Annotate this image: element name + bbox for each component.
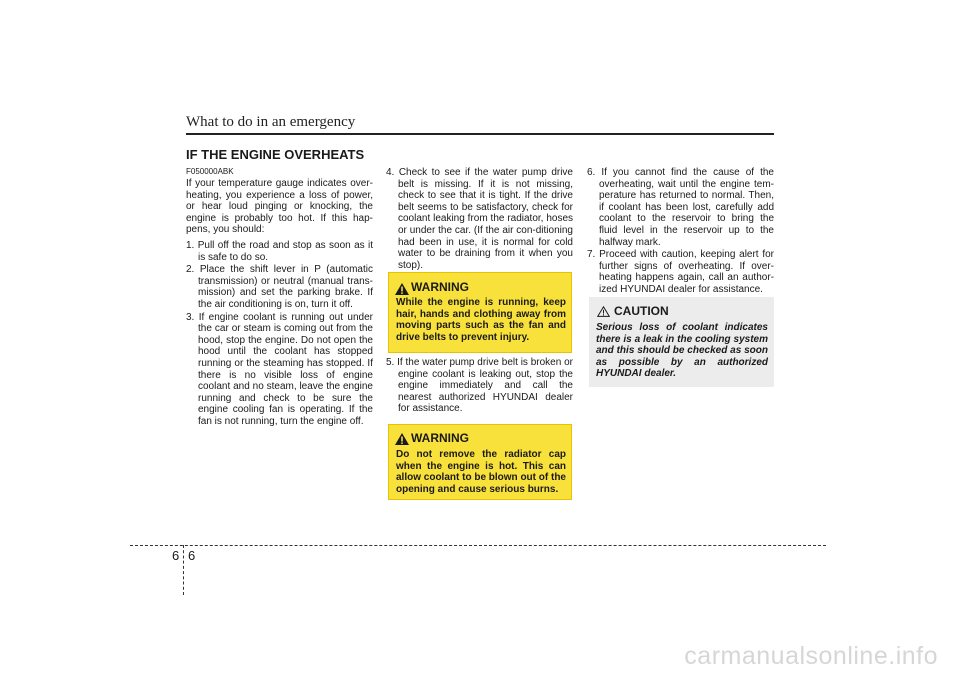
caution-triangle-icon — [597, 306, 610, 317]
step-4: 4. Check to see if the water pump drive belt is missing. If it is not missing, check to see that it is tight. If the drive belt seems to be satisfactory, check for coolant leaking from the radiator, hoses or under the car. (If the air con-ditioning had been in use, it is normal for cold water to be draining from it when you stop). — [386, 167, 573, 271]
warning-triangle-icon — [395, 433, 409, 445]
warning-text: Do not remove the radiator cap when the engine is hot. This can allow coolant to be blown out of the opening and cause serious burns. — [396, 449, 566, 495]
page-number: 6 — [188, 548, 196, 563]
step-2: 2. Place the shift lever in P (automatic transmission) or neutral (manual trans-mission) and set the parking brake. If the air conditioning is on, turn it off. — [186, 264, 373, 310]
watermark-text: carmanualsonline.info — [684, 642, 938, 670]
warning-label: WARNING — [411, 431, 469, 445]
step-1: 1. Pull off the road and stop as soon as it is safe to do so. — [186, 239, 373, 263]
caution-label: CAUTION — [614, 304, 669, 318]
footer-rule — [130, 545, 826, 546]
step-5: 5. If the water pump drive belt is broken or engine coolant is leaking out, stop the engine immediately and call the nearest authorized HYUNDAI dealer for assistance. — [386, 357, 573, 415]
footer-divider — [183, 545, 184, 595]
section-title: IF THE ENGINE OVERHEATS — [186, 147, 365, 162]
column-2-top — [386, 167, 573, 271]
step-3: 3. If engine coolant is running out under the car or steam is coming out from the hood, stop the engine. Do not open the hood until the coolant has stopped running or the steaming has stopped. If there is no visible loss of engine coolant and no steam, leave the engine running and check to be sure the engine cooling fan is operating. If the fan is not running, turn the engine off. — [186, 311, 373, 427]
column-2-mid — [386, 357, 573, 415]
section-code: F050000ABK — [186, 167, 234, 176]
header-rule — [186, 133, 774, 135]
caution-text: Serious loss of coolant indicates there is a leak in the cooling system and this should be checked as soon as possible by an authorized HYUNDAI dealer. — [596, 322, 768, 380]
step-6: 6. If you cannot find the cause of the overheating, wait until the engine tem-perature has returned to normal. Then, if coolant has been lost, carefully add coolant to the reservoir to bring the fluid level in the reservoir up to the halfway mark. — [587, 167, 774, 248]
column-1 — [186, 178, 373, 427]
chapter-number: 6 — [172, 548, 180, 563]
step-7: 7. Proceed with caution, keeping alert for further signs of overheating. If over-heating happens again, call an author-ized HYUNDAI dealer for assistance. — [587, 249, 774, 295]
column-3-top — [587, 167, 774, 296]
intro-paragraph: If your temperature gauge indicates over-heating, you experience a loss of power, or hear loud pinging or knocking, the engine is probably too hot. If this hap-pens, you should: — [186, 178, 373, 236]
page-header-title: What to do in an emergency — [186, 114, 356, 130]
warning-text: While the engine is running, keep hair, hands and clothing away from moving parts such as the fan and drive belts to prevent injury. — [396, 297, 566, 343]
caution-box — [589, 297, 774, 387]
warning-triangle-icon — [395, 283, 409, 295]
warning-label: WARNING — [411, 280, 469, 294]
warning-box-moving-parts — [388, 272, 572, 353]
warning-box-radiator-cap — [388, 424, 572, 500]
